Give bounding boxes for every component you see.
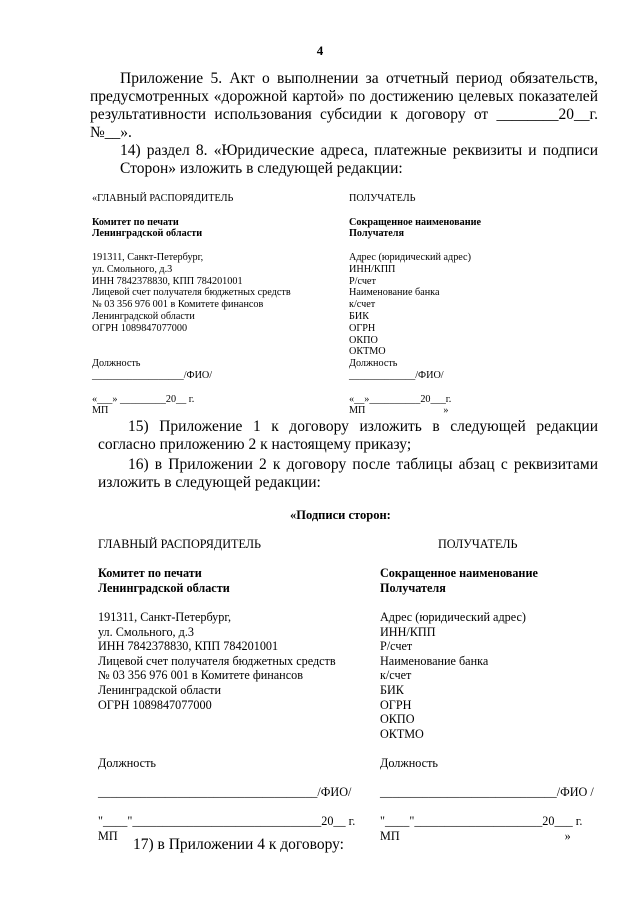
table1-left-address-3: ИНН 7842378830, КПП 784201001 <box>92 275 243 287</box>
intro-paragraph <box>90 70 598 178</box>
table1-left-address-7: ОГРН 1089847077000 <box>92 322 188 334</box>
table1-right-mp-row <box>349 405 481 417</box>
table2-right-mp: МП <box>380 828 400 843</box>
table1-right-fio: _____________/ФИО/ <box>349 369 444 381</box>
table1-left-fio: __________________/ФИО/ <box>92 369 213 381</box>
table1-right-mp: МП <box>349 405 366 417</box>
table2-left-address-3: ИНН 7842378830, КПП 784201001 <box>98 639 279 654</box>
table2-left-address-4: Лицевой счет получателя бюджетных средств <box>98 653 336 668</box>
table1-left-address-1: 191311, Санкт-Петербург, <box>92 251 204 263</box>
table2-right-close-quote: » <box>564 828 571 843</box>
item-14-line-2: Сторон» изложить в следующей редакции: <box>120 160 403 177</box>
table2-right-date: "____"_____________________20___ г. <box>380 814 583 829</box>
item-14-line-1: 14) раздел 8. «Юридические адреса, платежные реквизиты и подписи <box>120 142 598 159</box>
table1-right-detail-9: ОКТМО <box>349 346 386 358</box>
table1-right-detail-3: Р/счет <box>349 275 376 287</box>
table2-left-position: Должность <box>98 755 156 770</box>
table1-left-org-line-2: Ленинградской области <box>92 228 203 240</box>
table2-right-detail-3: Р/счет <box>380 639 413 654</box>
table1-left-column <box>92 193 291 417</box>
table1-right-detail-5: к/счет <box>349 299 376 311</box>
item-16-line-1: 16) в Приложении 2 к договору после таблицы абзац с реквизитами <box>128 456 598 473</box>
table1-right-detail-4: Наименование банка <box>349 287 440 299</box>
item-15-line-1: 15) Приложение 1 к договору изложить в следующей редакции <box>128 418 598 435</box>
table2-right-mp-row <box>380 829 594 844</box>
table2-right-name-line-2: Получателя <box>380 580 446 595</box>
table2-left-address-5: № 03 356 976 001 в Комитете финансов <box>98 668 303 683</box>
table1-left-address-2: ул. Смольного, д.3 <box>92 263 173 275</box>
item-16-line-2: изложить в следующей редакции: <box>98 474 321 491</box>
table2-right-detail-7: ОГРН <box>380 697 412 712</box>
table1-right-detail-8: ОКПО <box>349 334 378 346</box>
table2-right-detail-4: Наименование банка <box>380 653 489 668</box>
table2-right-detail-8: ОКПО <box>380 712 415 727</box>
table2-right-detail-1: Адрес (юридический адрес) <box>380 609 526 624</box>
table1-right-detail-2: ИНН/КПП <box>349 263 396 275</box>
intro-line-3: результативности использования субсидии к договору от ________20__г. <box>90 106 598 123</box>
item-15-line-2: согласно приложению 2 к настоящему приказу; <box>98 436 412 453</box>
table1-left-date: «___» _________20__ г. <box>92 393 195 405</box>
table2-right-column <box>380 537 594 843</box>
table1-left-address-4: Лицевой счет получателя бюджетных средств <box>92 287 291 299</box>
table1-left-address-5: № 03 356 976 001 в Комитете финансов <box>92 299 264 311</box>
table1-right-name-line-1: Сокращенное наименование <box>349 216 481 228</box>
items-15-16 <box>98 418 598 492</box>
intro-line-4: №__». <box>90 124 132 141</box>
table1-right-date: «__»__________20___г. <box>349 393 452 405</box>
table1-left-mp: МП <box>92 405 109 417</box>
table1-left-org-line-1: Комитет по печати <box>92 216 179 228</box>
table2-left-mp: МП <box>98 828 118 843</box>
table2-right-detail-5: к/счет <box>380 668 412 683</box>
table2-right-fio: _____________________________/ФИО / <box>380 785 594 800</box>
table1-right-detail-7: ОГРН <box>349 322 376 334</box>
table1-left-address-6: Ленинградской области <box>92 310 195 322</box>
page-number: 4 <box>316 43 324 58</box>
table2-right-name-line-1: Сокращенное наименование <box>380 566 538 581</box>
table2-left-address-1: 191311, Санкт-Петербург, <box>98 609 232 624</box>
table2-left-column <box>98 537 355 843</box>
signatures-heading: «Подписи сторон: <box>290 508 391 522</box>
table1-right-detail-1: Адрес (юридический адрес) <box>349 251 471 263</box>
table2-right-title: ПОЛУЧАТЕЛЬ <box>438 537 518 551</box>
table2-right-position: Должность <box>380 755 438 770</box>
table2-left-address-2: ул. Смольного, д.3 <box>98 624 194 639</box>
table1-right-column <box>349 193 481 417</box>
table1-right-detail-6: БИК <box>349 310 370 322</box>
item-17: 17) в Приложении 4 к договору: <box>133 836 344 853</box>
table2-left-fio: ____________________________________/ФИО/ <box>98 785 352 800</box>
table2-left-org-line-2: Ленинградской области <box>98 580 230 595</box>
table2-right-detail-2: ИНН/КПП <box>380 624 436 639</box>
table2-left-org-line-1: Комитет по печати <box>98 566 202 581</box>
table1-right-close-quote: » <box>443 405 449 417</box>
table2-left-address-6: Ленинградской области <box>98 682 221 697</box>
table1-right-position: Должность <box>349 358 398 370</box>
table2-right-detail-9: ОКТМО <box>380 726 424 741</box>
table1-right-name-line-2: Получателя <box>349 228 405 240</box>
table2-right-detail-6: БИК <box>380 682 404 697</box>
table1-right-title: ПОЛУЧАТЕЛЬ <box>349 193 416 204</box>
table2-left-address-7: ОГРН 1089847077000 <box>98 697 212 712</box>
intro-line-2: предусмотренных «дорожной картой» по достижению целевых показателей <box>90 88 598 105</box>
table1-left-position: Должность <box>92 358 141 370</box>
intro-line-1: Приложение 5. Акт о выполнении за отчетный период обязательств, <box>120 70 598 87</box>
table2-left-title: ГЛАВНЫЙ РАСПОРЯДИТЕЛЬ <box>98 537 261 551</box>
table2-left-date: "____"_______________________________20__ г. <box>98 814 356 829</box>
table1-left-title: «ГЛАВНЫЙ РАСПОРЯДИТЕЛЬ <box>92 193 234 204</box>
